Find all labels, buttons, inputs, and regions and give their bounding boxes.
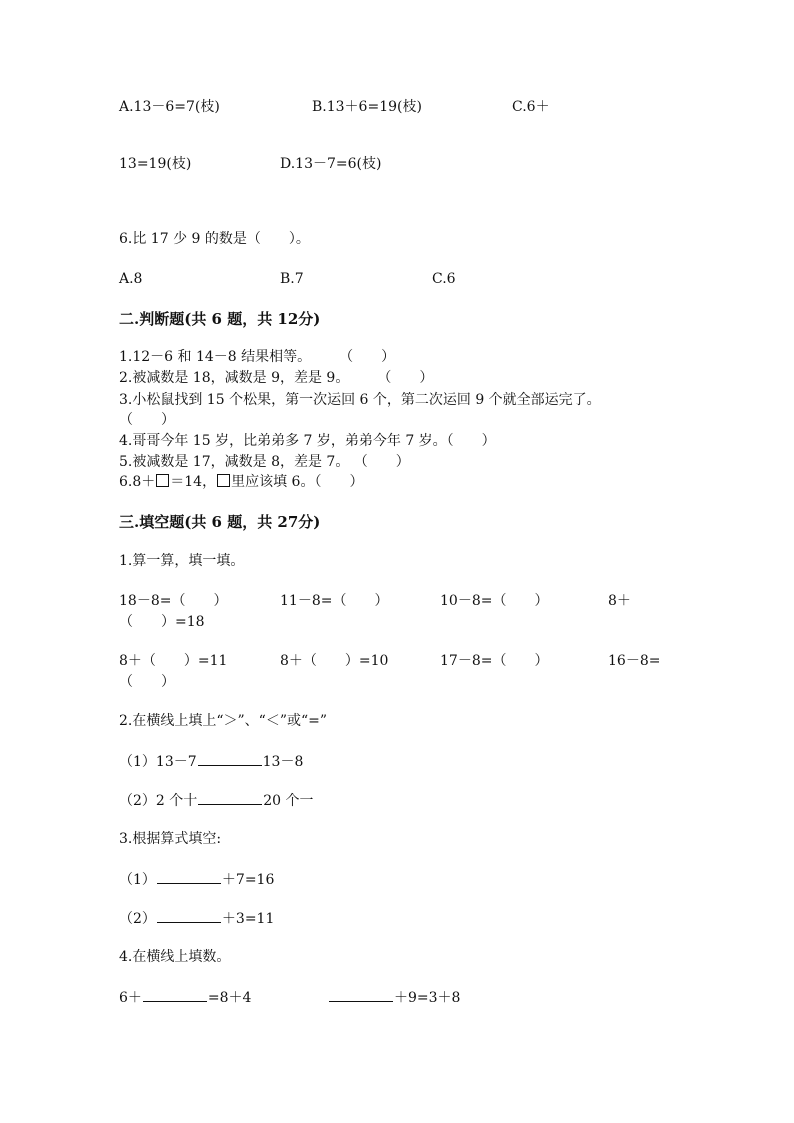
fill-q1-title: 1.算一算，填一填。: [119, 553, 245, 569]
answer-blank-line: [143, 987, 207, 1002]
fill-q2-item-1-left: （1）13－7: [119, 754, 197, 770]
answer-blank-line: [157, 869, 221, 884]
fill-q1-r2-c3: 17－8=（ ）: [440, 653, 549, 669]
q5-option-c-continued: 13=19(枝): [119, 156, 192, 172]
fill-q2-item-2-right: 20 个一: [263, 793, 314, 809]
judge-item-6-part1: 6.8＋: [119, 474, 156, 490]
fill-q2-item-1: [119, 751, 303, 772]
judge-item-4: 4.哥哥今年 15 岁，比弟弟多 7 岁，弟弟今年 7 岁。（ ）: [119, 433, 496, 449]
fill-q1-r1-c4: 8＋: [608, 593, 631, 609]
judge-item-3: 3.小松鼠找到 15 个松果，第一次运回 6 个，第二次运回 9 个就全部运完了。: [119, 392, 601, 408]
fill-q4-right-part2: ＋9=3＋8: [394, 990, 461, 1006]
fill-q4-right: [328, 987, 460, 1008]
fill-q3-item-2-right: ＋3=11: [221, 911, 275, 927]
fill-q3-item-1-label: （1）: [119, 872, 156, 888]
fill-q2-item-2: [119, 790, 314, 811]
q6-question: 6.比 17 少 9 的数是（ ）。: [119, 231, 310, 247]
q5-option-d: D.13－7=6(枝): [280, 156, 382, 172]
fill-q2-item-1-right: 13－8: [262, 754, 304, 770]
fill-q2-title: 2.在横线上填上“＞”、“＜”或“=”: [119, 713, 328, 729]
q6-option-c: C.6: [432, 271, 456, 287]
square-box-icon: [217, 474, 230, 487]
fill-q3-title: 3.根据算式填空:: [119, 831, 222, 847]
answer-blank-line: [198, 751, 262, 766]
q6-option-b: B.7: [280, 271, 304, 287]
answer-blank-line: [157, 908, 221, 923]
fill-q3-item-2: [119, 908, 274, 929]
fill-q1-r2-c1: 8＋（ ）=11: [119, 653, 228, 669]
fill-q1-r1-c1: 18－8=（ ）: [119, 593, 228, 609]
judge-item-5: 5.被减数是 17，减数是 8，差是 7。 （ ）: [119, 454, 410, 470]
q5-option-a: A.13－6=7(枝): [119, 99, 220, 115]
judge-item-2: 2.被减数是 18，减数是 9，差是 9。 （ ）: [119, 370, 434, 386]
answer-blank-line: [329, 987, 393, 1002]
q6-option-a: A.8: [119, 271, 143, 287]
fill-q1-r2-continued: （ ）: [119, 674, 175, 690]
fill-q3-item-1-right: ＋7=16: [221, 872, 275, 888]
judge-item-6: [119, 472, 363, 492]
answer-blank-line: [198, 790, 262, 805]
judge-item-6-part3: 里应该填 6。（ ）: [231, 474, 364, 490]
q5-option-c: C.6＋: [512, 99, 550, 115]
fill-q4-left: [119, 987, 251, 1008]
section2-title: 二.判断题(共 6 题，共 12分): [119, 310, 321, 328]
judge-item-3-paren: （ ）: [119, 412, 175, 428]
judge-item-1: 1.12－6 和 14－8 结果相等。 （ ）: [119, 349, 396, 365]
judge-item-6-part2: ＝14，: [170, 474, 217, 490]
fill-q4-title: 4.在横线上填数。: [119, 949, 231, 965]
square-box-icon: [156, 474, 169, 487]
fill-q1-r2-c2: 8＋（ ）=10: [280, 653, 389, 669]
fill-q3-item-1: [119, 869, 274, 890]
fill-q2-item-2-left: （2）2 个十: [119, 793, 198, 809]
fill-q1-r1-c2: 11－8=（ ）: [280, 593, 389, 609]
q5-option-b: B.13＋6=19(枝): [312, 99, 422, 115]
fill-q3-item-2-label: （2）: [119, 911, 156, 927]
fill-q1-r1-c3: 10－8=（ ）: [440, 593, 549, 609]
fill-q4-left-part2: =8＋4: [207, 990, 252, 1006]
fill-q1-r2-c4: 16－8=: [608, 653, 661, 669]
section3-title: 三.填空题(共 6 题，共 27分): [119, 513, 321, 531]
fill-q1-r1-continued: （ ）=18: [119, 614, 205, 630]
fill-q4-left-part1: 6＋: [119, 990, 142, 1006]
